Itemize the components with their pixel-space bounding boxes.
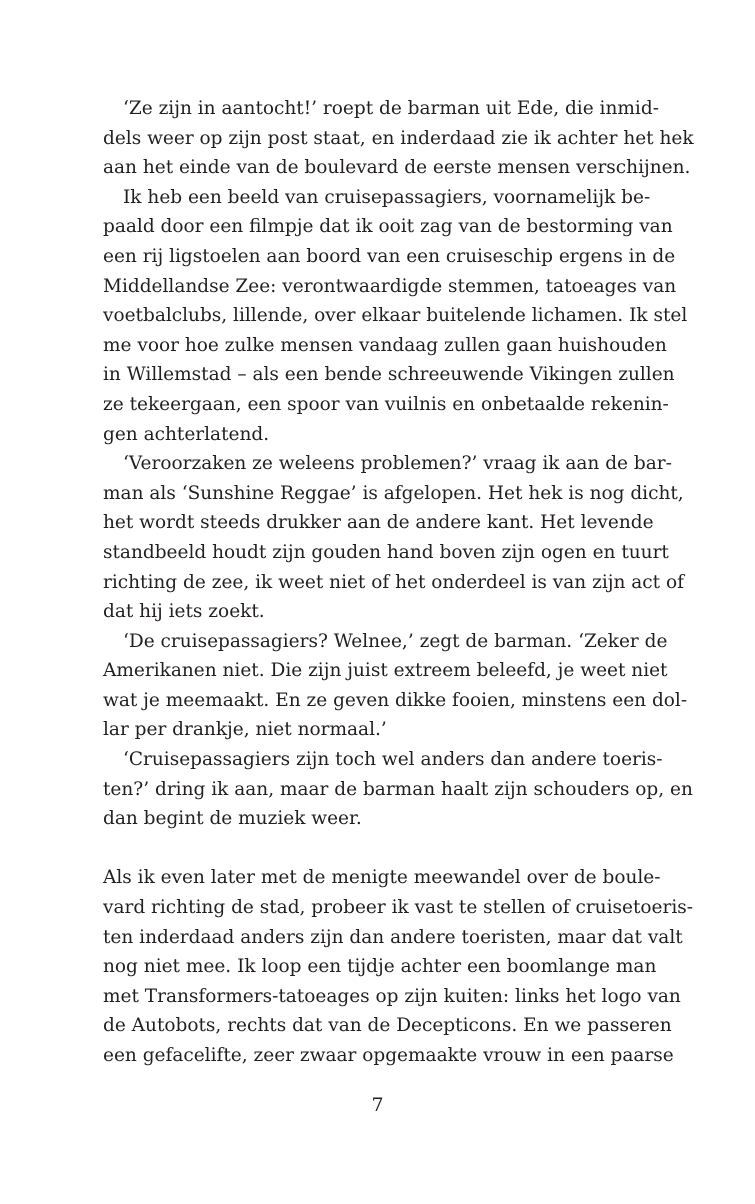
page-body	[103, 94, 694, 1071]
text-line: een rij ligstoelen aan boord van een cruiseschip ergens in de	[103, 245, 676, 267]
text-line: ‘De cruisepassagiers? Welnee,’ zegt de barman. ‘Zeker de	[123, 630, 668, 652]
text-line: lar per drankje, niet normaal.’	[103, 719, 387, 741]
paragraph	[103, 449, 684, 627]
text-line: richting de zee, ik weet niet of het onderdeel is van zijn act of	[103, 571, 684, 593]
text-line: dan begint de muziek weer.	[103, 808, 362, 830]
paragraph	[103, 94, 694, 183]
paragraph	[103, 183, 688, 449]
text-line: ten?’ dring ik aan, maar de barman haalt zijn schouders op, en	[103, 778, 693, 800]
text-line: nog niet mee. Ik loop een tijdje achter een boomlange man	[103, 956, 657, 978]
text-line: ‘Cruisepassagiers zijn toch wel anders dan andere toeris-	[123, 749, 663, 771]
text-line: in Willemstad – als een bende schreeuwende Vikingen zullen	[103, 364, 675, 386]
text-line: Middellandse Zee: verontwaardigde stemmen, tatoeages van	[103, 275, 677, 297]
text-line: Als ik even later met de menigte meewandel over de boule-	[103, 867, 661, 889]
text-line: ‘Veroorzaken ze weleens problemen?’ vraag ik aan de bar-	[123, 453, 672, 475]
text-line: voetbalclubs, lillende, over elkaar buitelende lichamen. Ik stel	[103, 305, 688, 327]
text-line: aan het einde van de boulevard de eerste mensen verschijnen.	[103, 157, 691, 179]
text-line: ze tekeergaan, een spoor van vuilnis en onbetaalde rekenin-	[103, 393, 669, 415]
text-line: de Autobots, rechts dat van de Decepticons. En we passeren	[103, 1015, 672, 1037]
text-line: ‘Ze zijn in aantocht!’ roept de barman uit Ede, die inmid-	[123, 98, 659, 119]
text-line: paald door een filmpje dat ik ooit zag van de bestorming van	[103, 216, 673, 238]
paragraph	[103, 863, 693, 1070]
paragraph	[103, 627, 688, 745]
text-line: vard richting de stad, probeer ik vast te stellen of cruisetoeris-	[103, 897, 693, 919]
section-break	[103, 834, 643, 864]
text-line: gen achterlatend.	[103, 423, 270, 445]
text-line: Ik heb een beeld van cruisepassagiers, voornamelijk be-	[123, 186, 651, 208]
text-line: ten inderdaad anders zijn dan andere toeristen, maar dat valt	[103, 926, 683, 948]
text-line: met Transformers-tatoeages op zijn kuiten: links het logo van	[103, 985, 681, 1007]
text-line: standbeeld houdt zijn gouden hand boven zijn ogen en tuurt	[103, 541, 669, 563]
page-number: 7	[371, 1094, 384, 1116]
text-line: dat hij iets zoekt.	[103, 601, 265, 623]
text-line: het wordt steeds drukker aan de andere kant. Het levende	[103, 512, 654, 534]
text-line: man als ‘Sunshine Reggae’ is afgelopen. Het hek is nog dicht,	[103, 482, 684, 504]
text-line: me voor hoe zulke mensen vandaag zullen gaan huishouden	[103, 334, 667, 356]
text-line: dels weer op zijn post staat, en inderdaad zie ik achter het hek	[103, 127, 694, 149]
paragraph	[103, 745, 693, 834]
text-line: een gefacelifte, zeer zwaar opgemaakte vrouw in een paarse	[103, 1045, 674, 1066]
text-line: Amerikanen niet. Die zijn juist extreem beleefd, je weet niet	[103, 660, 668, 682]
text-line: wat je meemaakt. En ze geven dikke fooien, minstens een dol-	[103, 689, 688, 711]
